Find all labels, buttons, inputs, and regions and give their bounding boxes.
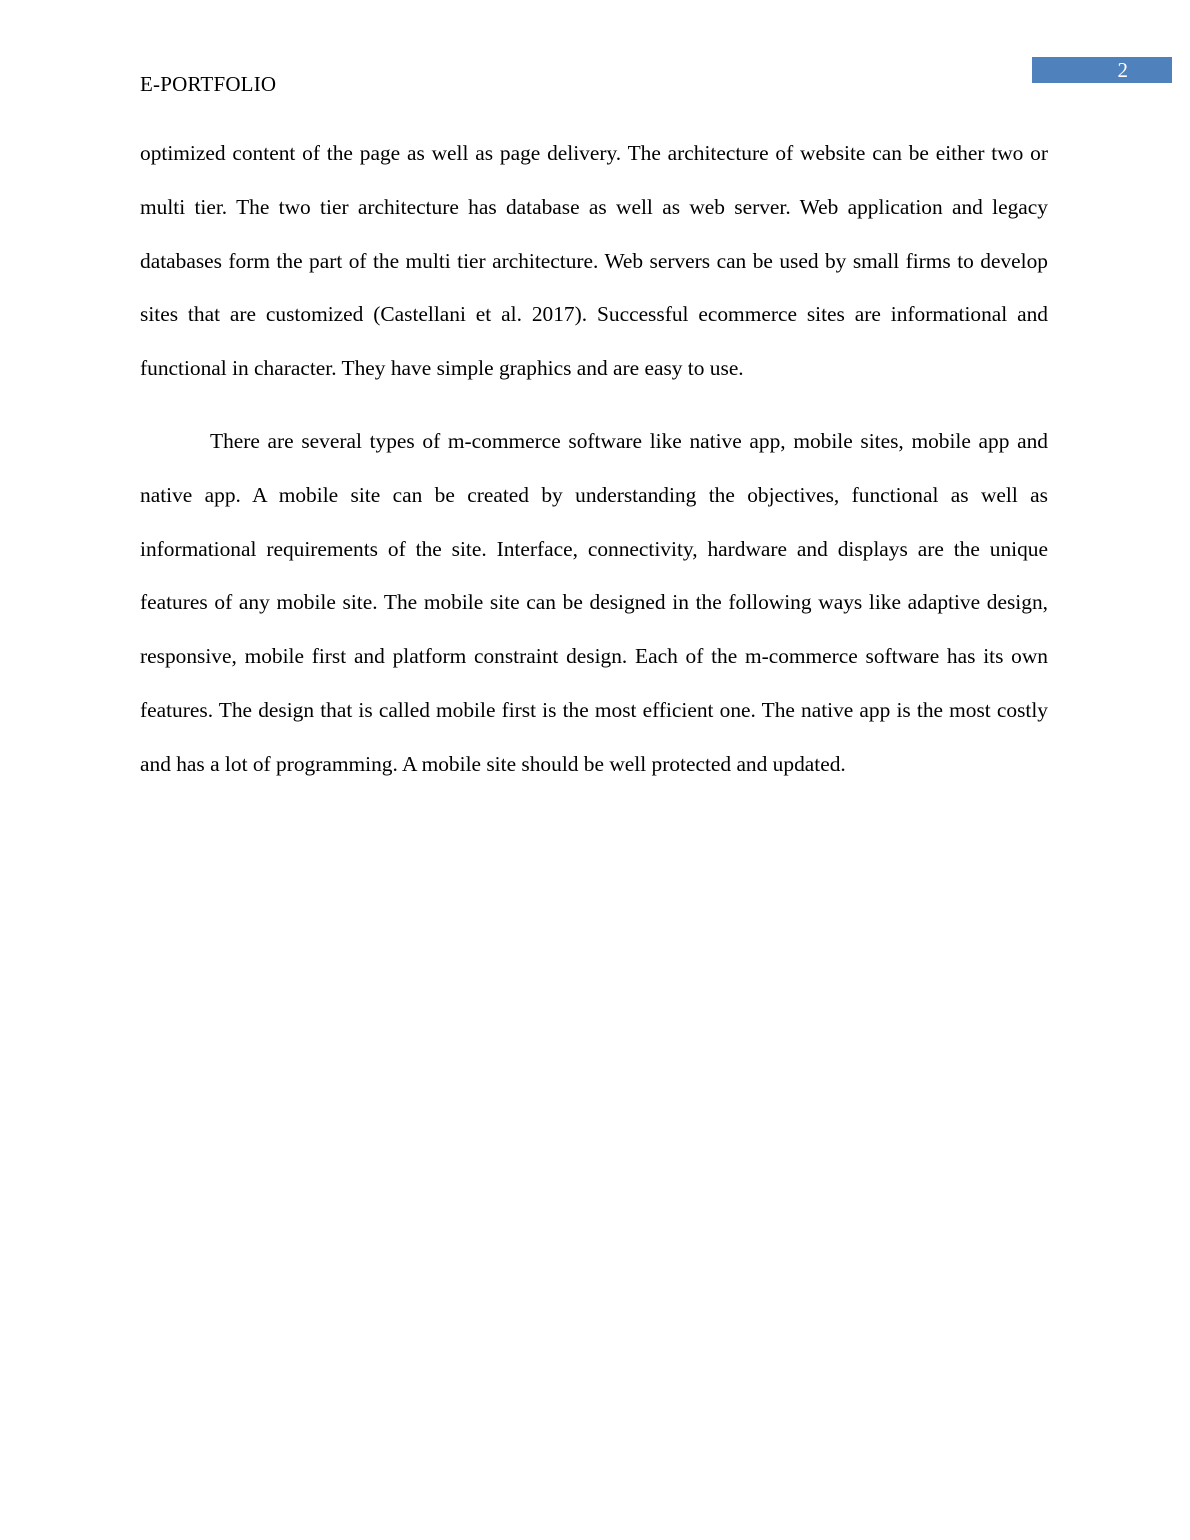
document-body [140, 127, 1048, 792]
running-head: E-PORTFOLIO [140, 72, 277, 96]
paragraph-continuation: optimized content of the page as well as page delivery. The architecture of website can be either two or multi tier. The two tier architecture has database as well as web server. Web application and legacy databases form the part of the multi tier architecture. Web servers can be used by small firms to develop sites that are customized (Castellani et al. 2017). Successful ecommerce sites are informational and functional in character. They have simple graphics and are easy to use. [140, 141, 1048, 381]
paragraph-m-commerce: There are several types of m-commerce software like native app, mobile sites, mobile app and native app. A mobile site can be created by understanding the objectives, functional as well as informational requirements of the site. Interface, connectivity, hardware and displays are the unique features of any mobile site. The mobile site can be designed in the following ways like adaptive design, responsive, mobile first and platform constraint design. Each of the m-commerce software has its own features. The design that is called mobile first is the most efficient one. The native app is the most costly and has a lot of programming. A mobile site should be well protected and updated. [140, 428, 1048, 776]
page-number: 2 [1032, 57, 1172, 83]
